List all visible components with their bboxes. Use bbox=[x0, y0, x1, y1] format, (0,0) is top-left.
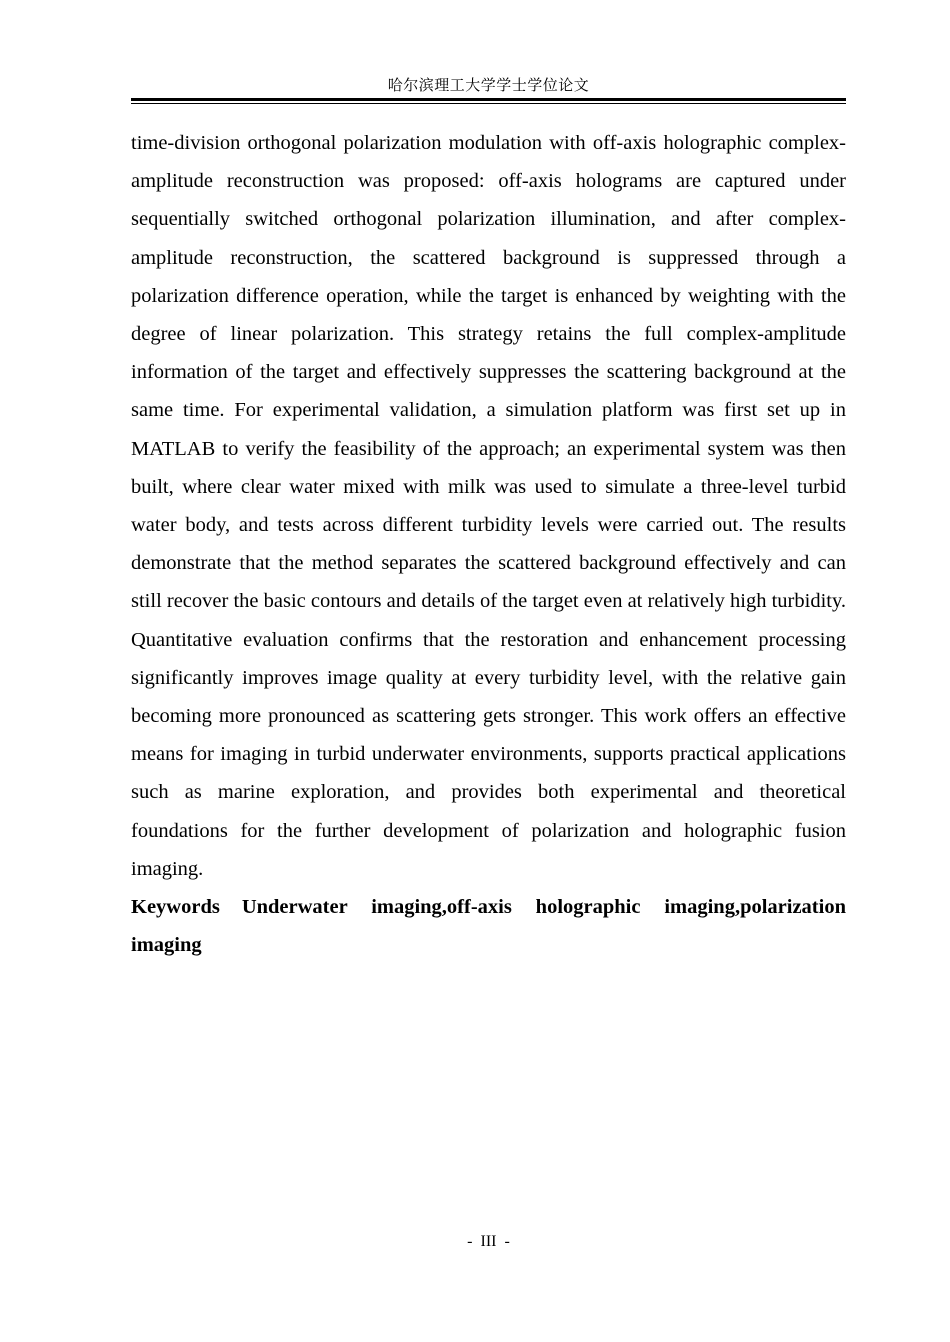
page-number: - III - bbox=[467, 1233, 510, 1250]
keywords-text: Underwater imaging,off-axis holographic imaging,polarization imaging bbox=[131, 896, 846, 957]
header-rule-thin bbox=[131, 103, 846, 104]
abstract-body: time-division orthogonal polarization modulation with off-axis holographic complex-amplitude reconstruction was proposed: off-axis holograms are captured under sequentially switched orthogonal polarization illumination, and after complex-amplitude reconstruction, the scattered background is suppressed through a polarization difference operation, while the target is enhanced by weighting with the degree of linear polarization. This strategy retains the full complex-amplitude information of the target and effectively suppresses the scattering background at the same time. For experimental validation, a simulation platform was first set up in MATLAB to verify the feasibility of the approach; an experimental system was then built, where clear water mixed with milk was used to simulate a three-level turbid water body, and tests across different turbidity levels were carried out. The results demonstrate that the method separates the scattered background effectively and can still recover the basic contours and details of the target even at relatively high turbidity. Quantitative evaluation confirms that the restoration and enhancement processing significantly improves image quality at every turbidity level, with the relative gain becoming more pronounced as scattering gets stronger. This work offers an effective means for imaging in turbid underwater environments, supports practical applications such as marine exploration, and provides both experimental and theoretical foundations for the further development of polarization and holographic fusion imaging. bbox=[131, 132, 846, 880]
header-rule-thick bbox=[131, 98, 846, 101]
keywords-label: Keywords bbox=[131, 896, 220, 918]
keywords-paragraph bbox=[131, 888, 846, 964]
running-header: 哈尔滨理工大学学士学位论文 bbox=[387, 78, 590, 94]
